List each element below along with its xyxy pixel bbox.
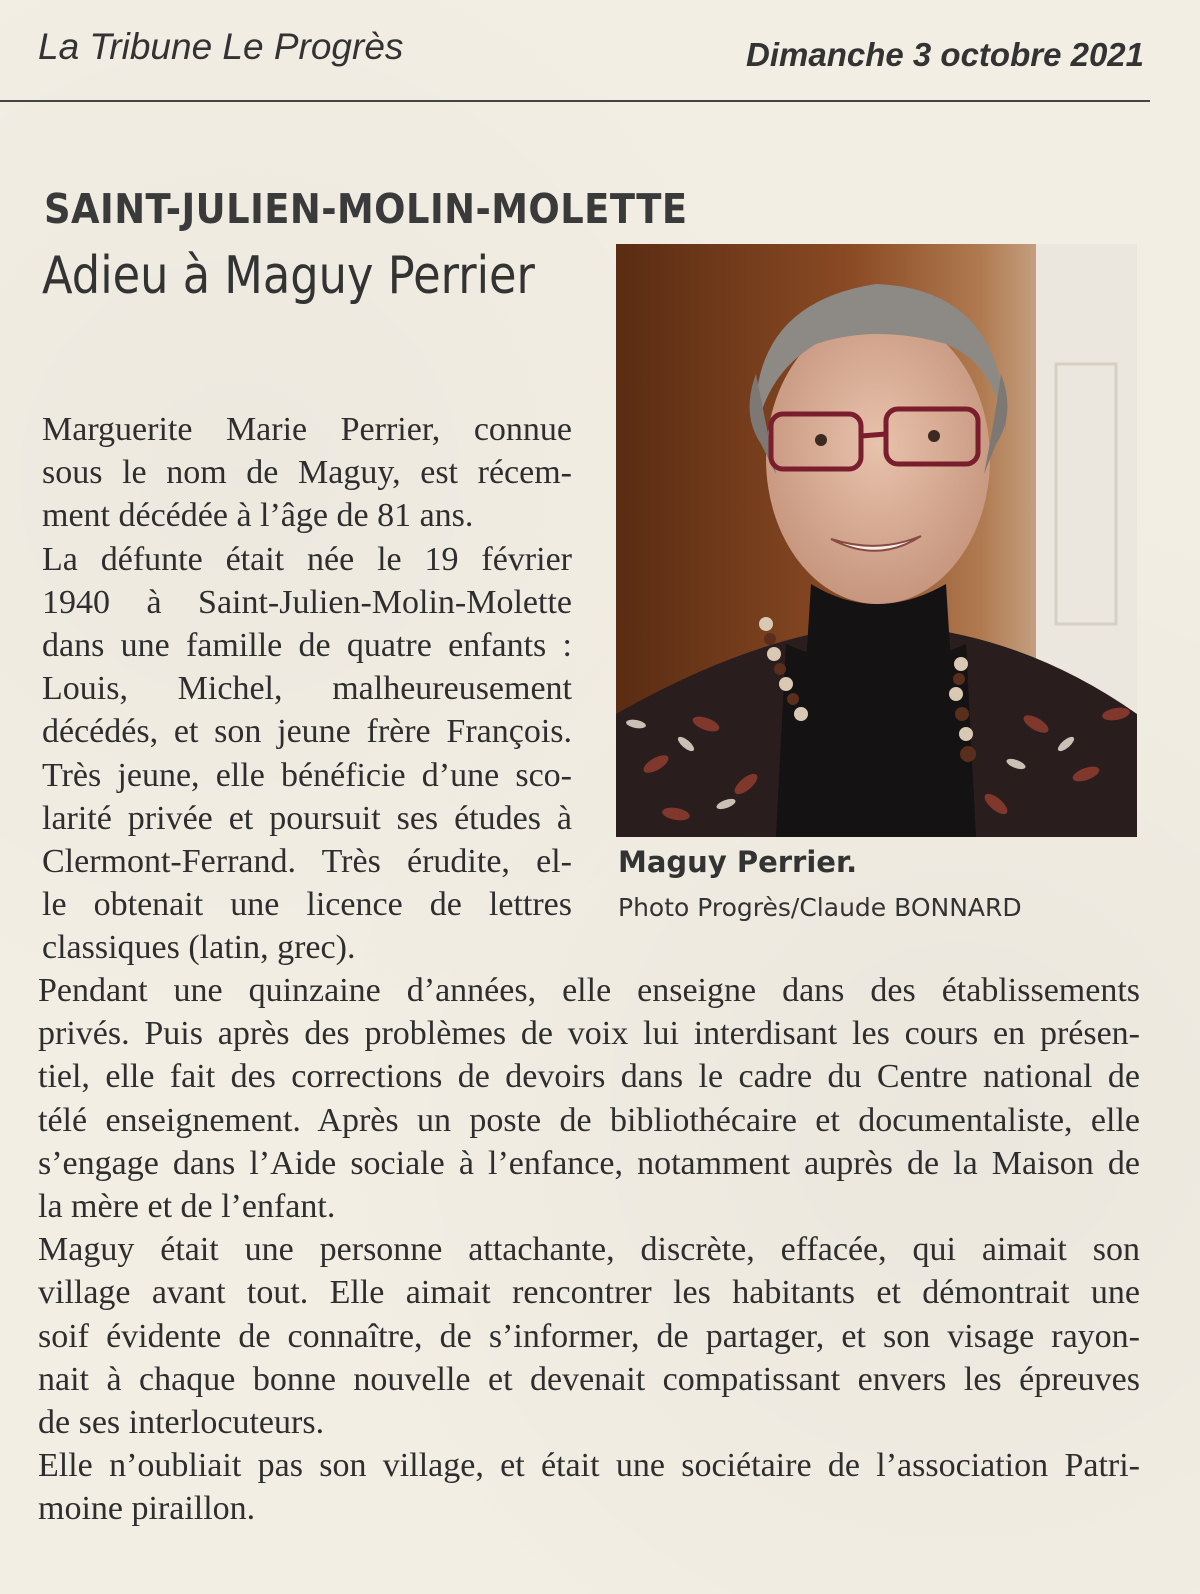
body-line: larité privée et poursuit ses études à <box>42 799 572 837</box>
body-line: décédés, et son jeune frère François. <box>42 713 572 751</box>
body-line: Pendant une quinzaine d’années, elle enseigne dans des établissements <box>38 972 1140 1009</box>
body-line: Marguerite Marie Perrier, connue <box>42 411 572 448</box>
body-line: Maguy était une personne attachante, discrète, effacée, qui aimait son <box>38 1231 1140 1269</box>
body-line: soif évidente de connaître, de s’informer, de partager, et son visage rayon- <box>38 1317 1140 1355</box>
body-line: classiques (latin, grec). <box>42 929 356 967</box>
body-line: sous le nom de Maguy, est récem- <box>42 454 572 492</box>
body-line: Clermont-Ferrand. Très érudite, el- <box>42 843 572 881</box>
portrait-photo <box>616 244 1137 837</box>
body-line: Très jeune, elle bénéficie d’une sco- <box>42 756 572 794</box>
body-line: nait à chaque bonne nouvelle et devenait compatissant envers les épreuves <box>38 1360 1140 1398</box>
article-headline: Adieu à Maguy Perrier <box>42 246 535 306</box>
body-line: village avant tout. Elle aimait rencontrer les habitants et démontrait une <box>38 1274 1140 1312</box>
body-line: ment décédée à l’âge de 81 ans. <box>42 497 474 535</box>
photo-caption-name: Maguy Perrier. <box>618 845 858 879</box>
body-line: privés. Puis après des problèmes de voix lui interdisant les cours en présen- <box>38 1015 1140 1053</box>
body-line: s’engage dans l’Aide sociale à l’enfance, notamment auprès de la Maison de <box>38 1144 1140 1182</box>
body-line: de ses interlocuteurs. <box>38 1404 325 1442</box>
body-line: télé enseignement. Après un poste de bibliothécaire et documentaliste, elle <box>38 1101 1140 1139</box>
header-date: Dimanche 3 octobre 2021 <box>746 36 1144 73</box>
body-line: La défunte était née le 19 février <box>42 540 572 578</box>
header-publication: La Tribune Le Progrès <box>38 26 404 67</box>
body-line: tiel, elle fait des corrections de devoirs dans le cadre du Centre national de <box>38 1058 1140 1096</box>
body-line: Elle n’oubliait pas son village, et était une sociétaire de l’association Patri- <box>38 1447 1140 1485</box>
article-body-wide <box>38 969 1140 1531</box>
article-location: SAINT-JULIEN-MOLIN-MOLETTE <box>44 185 688 233</box>
body-line: Louis, Michel, malheureusement <box>42 670 572 708</box>
body-line: la mère et de l’enfant. <box>38 1188 336 1226</box>
photo-caption-credit: Photo Progrès/Claude BONNARD <box>618 893 1022 922</box>
body-line: le obtenait une licence de lettres <box>42 886 572 924</box>
body-line: moine piraillon. <box>38 1490 256 1528</box>
body-line: 1940 à Saint-Julien-Molin-Molette <box>42 583 572 621</box>
article-body-narrow <box>42 408 572 970</box>
header-divider <box>0 100 1150 102</box>
body-line: dans une famille de quatre enfants : <box>42 627 572 665</box>
